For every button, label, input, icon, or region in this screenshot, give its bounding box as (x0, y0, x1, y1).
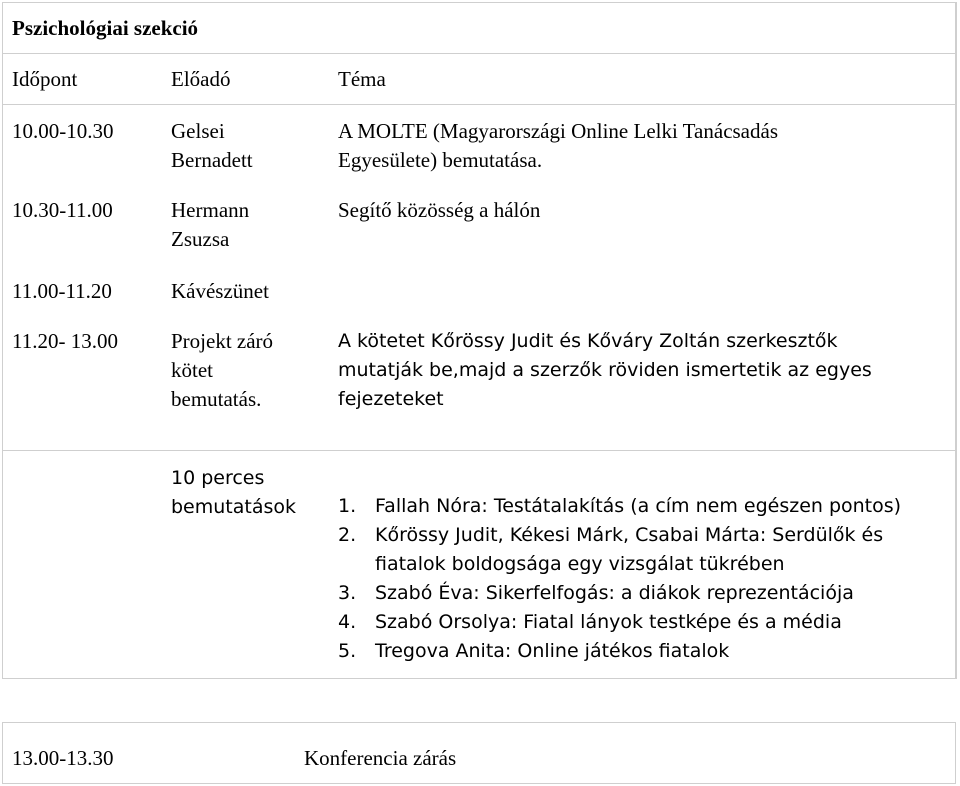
row-2-time: 10.30-11.00 (12, 198, 113, 222)
row-4-speaker-line-1: Projekt záró (171, 329, 274, 353)
row-4-speaker-line-3: bemutatás. (171, 387, 262, 411)
list-item-number: 4. (338, 611, 357, 633)
row-3-time: 11.00-11.20 (12, 279, 112, 303)
list-item (338, 492, 901, 521)
row-1-topic-line-1: A MOLTE (Magyarországi Online Lelki Tanácsadás (338, 119, 778, 143)
row-4-topic-line-2: mutatják be,majd a szerzők röviden ismertetik az egyes (338, 359, 872, 381)
list-item-text-continued: fiatalok boldogsága egy vizsgálat tükrében (375, 553, 785, 575)
row-4-speaker-line-2: kötet (171, 358, 213, 382)
row-1-time: 10.00-10.30 (12, 119, 114, 143)
row-4-topic-line-1: A kötetet Kőrössy Judit és Kőváry Zoltán szerkesztők (338, 330, 838, 352)
short-talks-list (338, 492, 901, 666)
column-divider (956, 2, 957, 679)
list-item-number: 1. (338, 495, 357, 517)
row-divider (2, 104, 956, 105)
list-item-text: Szabó Orsolya: Fiatal lányok testképe és a média (375, 611, 842, 633)
row-2-speaker-line-1: Hermann (171, 198, 250, 222)
list-item-number: 5. (338, 640, 357, 662)
list-item-number: 2. (338, 524, 357, 546)
list-item-text: Fallah Nóra: Testátalakítás (a cím nem egészen pontos) (375, 495, 902, 517)
list-item (338, 579, 901, 608)
row-1-speaker-line-2: Bernadett (171, 148, 253, 172)
header-time: Időpont (12, 67, 78, 91)
row-4-topic-line-3: fejezeteket (338, 388, 444, 410)
row-2-topic-line-1: Segítő közösség a hálón (338, 198, 541, 222)
closing-table (2, 722, 956, 784)
list-item-text: Szabó Éva: Sikerfelfogás: a diákok reprezentációja (375, 582, 854, 604)
list-item (338, 521, 901, 579)
row-1-topic-line-2: Egyesülete) bemutatása. (338, 148, 543, 172)
closing-label: Konferencia zárás (304, 746, 457, 770)
row-divider (2, 450, 956, 451)
closing-time: 13.00-13.30 (12, 746, 114, 770)
list-item-text: Kőrössy Judit, Kékesi Márk, Csabai Márta: Serdülők és (375, 524, 884, 546)
row-divider (2, 53, 956, 54)
short-talks-label-line-2: bemutatások (171, 496, 297, 518)
header-speaker: Előadó (171, 67, 231, 91)
row-2-speaker-line-2: Zsuzsa (171, 227, 230, 251)
list-item (338, 637, 901, 666)
header-topic: Téma (338, 67, 386, 91)
short-talks-label-line-1: 10 perces (171, 467, 265, 489)
list-item-number: 3. (338, 582, 357, 604)
section-title: Pszichológiai szekció (12, 16, 199, 40)
row-3-speaker-line-1: Kávészünet (171, 279, 269, 303)
list-item (338, 608, 901, 637)
row-1-speaker-line-1: Gelsei (171, 119, 225, 143)
list-item-text: Tregova Anita: Online játékos fiatalok (375, 640, 730, 662)
row-4-time: 11.20- 13.00 (12, 329, 118, 353)
